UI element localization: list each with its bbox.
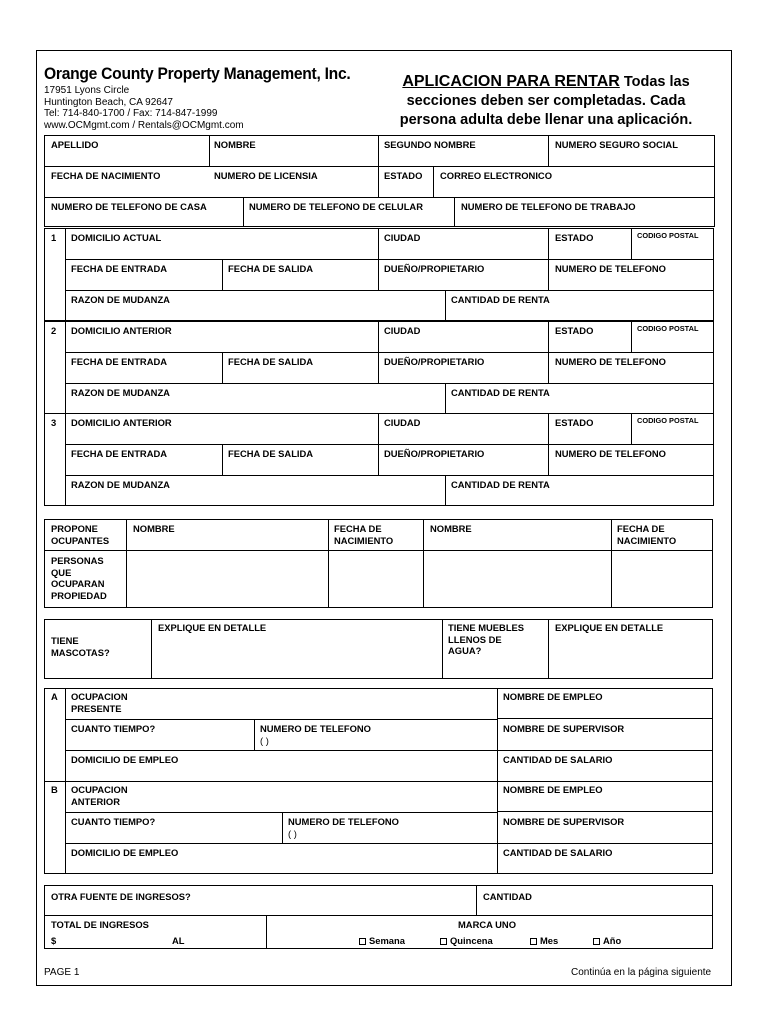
propone-ocupantes-label: PROPONE OCUPANTES — [51, 523, 110, 546]
estado-field[interactable]: ESTADO — [555, 417, 594, 428]
cantidad-renta-field[interactable]: CANTIDAD DE RENTA — [451, 479, 550, 490]
ocupacion-anterior-field[interactable]: OCUPACION ANTERIOR — [71, 784, 128, 807]
checkbox-icon — [530, 938, 537, 945]
company-name: Orange County Property Management, Inc. — [44, 64, 351, 83]
continua-note: Continúa en la página siguiente — [571, 967, 712, 978]
cantidad-renta-field[interactable]: CANTIDAD DE RENTA — [451, 294, 550, 305]
telefono-field[interactable]: NUMERO DE TELEFONO — [555, 356, 666, 367]
telefono-b[interactable]: NUMERO DE TELEFONO ( ) — [288, 816, 399, 839]
personas-label: PERSONAS QUE OCUPARAN PROPIEDAD — [51, 555, 107, 601]
domicilio-field[interactable]: DOMICILIO ANTERIOR — [71, 325, 172, 336]
domicilio-field[interactable]: DOMICILIO ACTUAL — [71, 232, 162, 243]
ciudad-field[interactable]: CIUDAD — [384, 325, 421, 336]
tel-casa-field[interactable]: NUMERO DE TELEFONO DE CASA — [51, 201, 207, 212]
title-line-2: secciones deben ser completadas. Cada — [406, 93, 686, 109]
company-address — [44, 85, 244, 132]
codigo-postal-field[interactable]: CODIGO POSTAL — [637, 324, 699, 333]
ciudad-field[interactable]: CIUDAD — [384, 232, 421, 243]
residence-number: 2 — [51, 325, 57, 336]
estado-field[interactable]: ESTADO — [555, 232, 594, 243]
codigo-postal-field[interactable]: CODIGO POSTAL — [637, 416, 699, 425]
domicilio-field[interactable]: DOMICILIO ANTERIOR — [71, 417, 172, 428]
mascotas-label: TIENE MASCOTAS? — [51, 635, 110, 658]
correo-field[interactable]: CORREO ELECTRONICO — [440, 170, 552, 181]
tel-celular-field[interactable]: NUMERO DE TELEFONO DE CELULAR — [249, 201, 423, 212]
muebles-agua-label: TIENE MUEBLES LLENOS DE AGUA? — [448, 622, 525, 656]
checkbox-semana[interactable]: Semana — [359, 935, 405, 947]
otra-fuente-field[interactable]: OTRA FUENTE DE INGRESOS? — [51, 891, 191, 902]
telefono-field[interactable]: NUMERO DE TELEFONO — [555, 263, 666, 274]
marca-uno-label: MARCA UNO — [458, 919, 516, 930]
dueno-field[interactable]: DUEÑO/PROPIETARIO — [384, 263, 485, 274]
segundo-nombre-field[interactable]: SEGUNDO NOMBRE — [384, 139, 476, 150]
cuanto-tiempo-b[interactable]: CUANTO TIEMPO? — [71, 816, 156, 827]
dueno-field[interactable]: DUEÑO/PROPIETARIO — [384, 448, 485, 459]
codigo-postal-field[interactable]: CODIGO POSTAL — [637, 231, 699, 240]
apellido-field[interactable]: APELLIDO — [51, 139, 99, 150]
fecha-entrada-field[interactable]: FECHA DE ENTRADA — [71, 356, 168, 367]
fecha-salida-field[interactable]: FECHA DE SALIDA — [228, 448, 314, 459]
estado-field[interactable]: ESTADO — [555, 325, 594, 336]
explique-mascotas-field[interactable]: EXPLIQUE EN DETALLE — [158, 622, 267, 633]
fecha-entrada-field[interactable]: FECHA DE ENTRADA — [71, 263, 168, 274]
razon-mudanza-field[interactable]: RAZON DE MUDANZA — [71, 479, 170, 490]
occupant-fecha-label-2: FECHA DE NACIMIENTO — [617, 523, 677, 546]
checkbox-mes[interactable]: Mes — [530, 935, 558, 947]
cuanto-tiempo-a[interactable]: CUANTO TIEMPO? — [71, 723, 156, 734]
address-line: 17951 Lyons Circle — [44, 85, 130, 96]
dollar-sign: $ — [51, 935, 57, 946]
ciudad-field[interactable]: CIUDAD — [384, 417, 421, 428]
occupant-fecha-label: FECHA DE NACIMIENTO — [334, 523, 394, 546]
cantidad-field[interactable]: CANTIDAD — [483, 891, 532, 902]
supervisor-a[interactable]: NOMBRE DE SUPERVISOR — [503, 723, 625, 734]
employment-a-marker: A — [51, 691, 58, 702]
fecha-nacimiento-field[interactable]: FECHA DE NACIMIENTO — [51, 170, 161, 181]
residence-number: 3 — [51, 417, 57, 428]
nombre-empleo-a[interactable]: NOMBRE DE EMPLEO — [503, 691, 603, 702]
domicilio-empleo-b[interactable]: DOMICILIO DE EMPLEO — [71, 847, 179, 858]
occupant-nombre-label-2: NOMBRE — [430, 523, 472, 534]
application-title — [380, 72, 712, 130]
occupant-nombre-label: NOMBRE — [133, 523, 175, 534]
occupant-name-input-2[interactable] — [425, 552, 609, 606]
nombre-empleo-b[interactable]: NOMBRE DE EMPLEO — [503, 784, 603, 795]
title-rest: Todas las — [619, 74, 690, 90]
checkbox-icon — [440, 938, 447, 945]
occupant-name-input-1[interactable] — [128, 552, 326, 606]
title-main: APLICACION PARA RENTAR — [402, 73, 620, 90]
supervisor-b[interactable]: NOMBRE DE SUPERVISOR — [503, 816, 625, 827]
seguro-social-field[interactable]: NUMERO SEGURO SOCIAL — [555, 139, 678, 150]
fecha-entrada-field[interactable]: FECHA DE ENTRADA — [71, 448, 168, 459]
fecha-salida-field[interactable]: FECHA DE SALIDA — [228, 263, 314, 274]
telefono-a[interactable]: NUMERO DE TELEFONO ( ) — [260, 723, 371, 746]
ocupacion-presente-field[interactable]: OCUPACION PRESENTE — [71, 691, 128, 714]
razon-mudanza-field[interactable]: RAZON DE MUDANZA — [71, 387, 170, 398]
title-line-3: persona adulta debe llenar una aplicación. — [399, 112, 693, 128]
razon-mudanza-field[interactable]: RAZON DE MUDANZA — [71, 294, 170, 305]
employment-b-marker: B — [51, 784, 58, 795]
dueno-field[interactable]: DUEÑO/PROPIETARIO — [384, 356, 485, 367]
licencia-field[interactable]: NUMERO DE LICENSIA — [214, 170, 318, 181]
al-label: AL — [172, 935, 185, 946]
address-line: Tel: 714-840-1700 / Fax: 714-847-1999 — [44, 108, 218, 120]
nombre-field[interactable]: NOMBRE — [214, 139, 256, 150]
cantidad-renta-field[interactable]: CANTIDAD DE RENTA — [451, 387, 550, 398]
explique-muebles-field[interactable]: EXPLIQUE EN DETALLE — [555, 622, 664, 633]
checkbox-ano[interactable]: Año — [593, 935, 621, 947]
checkbox-quincena[interactable]: Quincena — [440, 935, 493, 947]
page-number: PAGE 1 — [44, 967, 80, 978]
tel-trabajo-field[interactable]: NUMERO DE TELEFONO DE TRABAJO — [461, 201, 636, 212]
address-line: www.OCMgmt.com / Rentals@OCMgmt.com — [44, 120, 244, 132]
total-ingresos-field[interactable]: TOTAL DE INGRESOS — [51, 919, 149, 930]
estado-field[interactable]: ESTADO — [384, 170, 423, 181]
salario-a[interactable]: CANTIDAD DE SALARIO — [503, 754, 613, 765]
telefono-field[interactable]: NUMERO DE TELEFONO — [555, 448, 666, 459]
fecha-salida-field[interactable]: FECHA DE SALIDA — [228, 356, 314, 367]
address-line: Huntington Beach, CA 92647 — [44, 96, 173, 108]
salario-b[interactable]: CANTIDAD DE SALARIO — [503, 847, 613, 858]
domicilio-empleo-a[interactable]: DOMICILIO DE EMPLEO — [71, 754, 179, 765]
residence-number: 1 — [51, 232, 57, 243]
checkbox-icon — [593, 938, 600, 945]
checkbox-icon — [359, 938, 366, 945]
